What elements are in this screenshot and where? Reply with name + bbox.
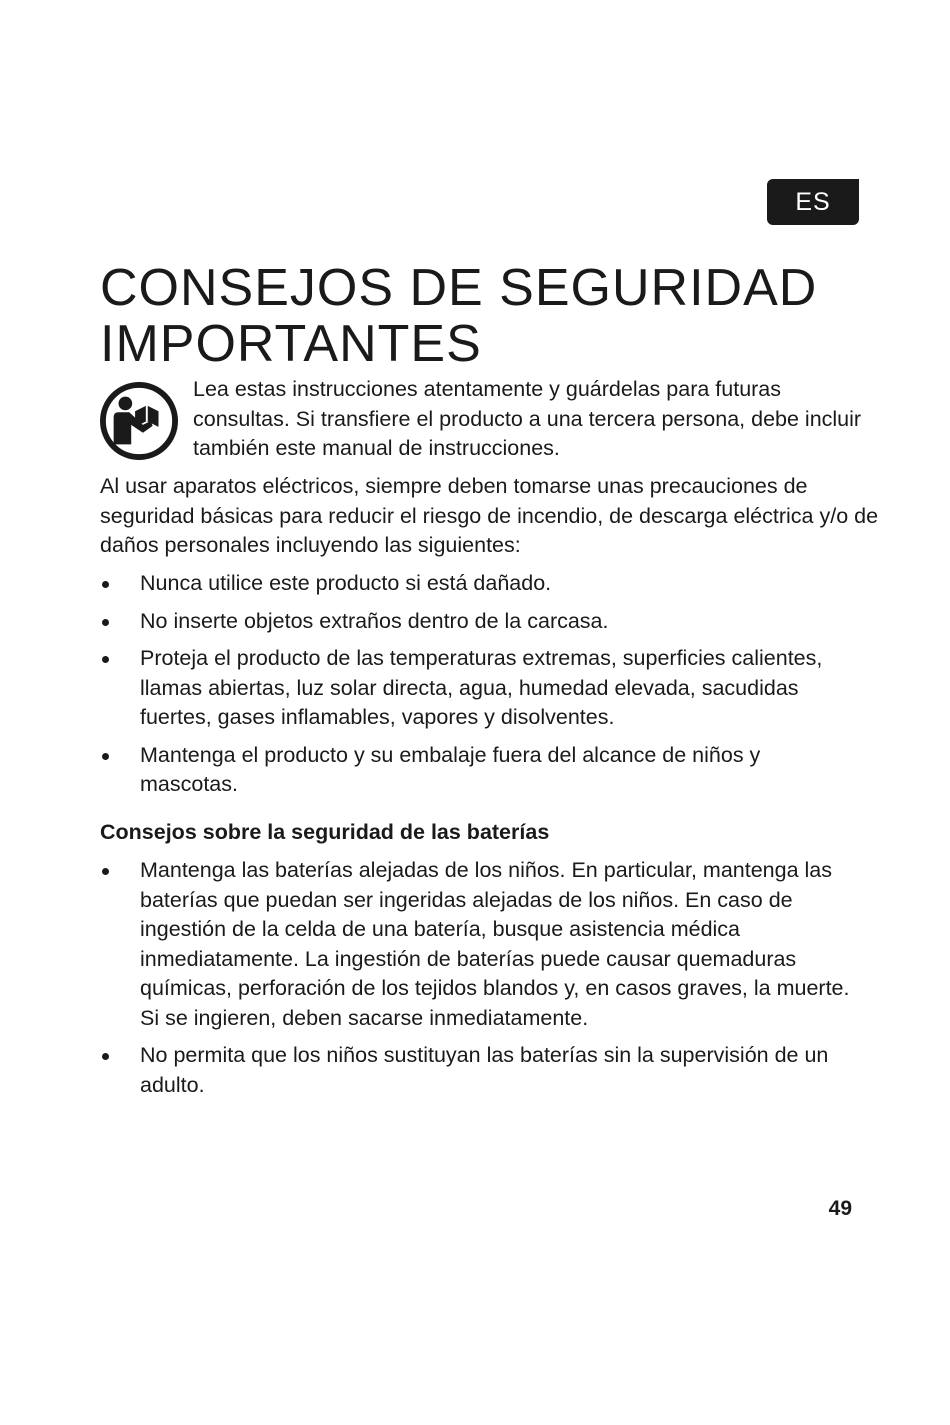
list-item: No inserte objetos extraños dentro de la carcasa. bbox=[100, 607, 860, 637]
language-tab: ES bbox=[767, 179, 859, 225]
list-item: Nunca utilice este producto si está dañado. bbox=[100, 569, 860, 599]
battery-safety-list bbox=[100, 856, 860, 1108]
intro-text: Lea estas instrucciones atentamente y guárdelas para futuras consultas. Si transfiere el producto a una tercera persona, debe incluir también este manual de instrucciones. bbox=[193, 377, 862, 460]
list-item: Proteja el producto de las temperaturas extremas, superficies calientes, llamas abiertas, luz solar directa, agua, humedad elevada, sacudidas fuertes, gases inflamables, vapores y disolventes. bbox=[100, 644, 860, 733]
safety-paragraph: Al usar aparatos eléctricos, siempre deben tomarse unas precauciones de seguridad básicas para reducir el riesgo de incendio, de descarga eléctrica y/o de daños personales incluyendo las siguientes: bbox=[100, 474, 879, 557]
page-title: CONSEJOS DE SEGURIDAD IMPORTANTES bbox=[100, 259, 818, 373]
list-item: Mantenga las baterías alejadas de los niños. En particular, mantenga las baterías que puedan ser ingeridas alejadas de los niños. En caso de ingestión de la celda de una batería, busque asistencia médica inmediatamente. La ingestión de baterías puede causar quemaduras químicas, perforación de los tejidos blandos y, en casos graves, la muerte. Si se ingieren, deben sacarse inmediatamente. bbox=[100, 856, 860, 1033]
battery-heading: Consejos sobre la seguridad de las baterías bbox=[100, 820, 550, 844]
list-item: No permita que los niños sustituyan las baterías sin la supervisión de un adulto. bbox=[100, 1041, 860, 1100]
list-item: Mantenga el producto y su embalaje fuera del alcance de niños y mascotas. bbox=[100, 741, 860, 800]
page-number: 49 bbox=[828, 1197, 852, 1220]
read-manual-icon bbox=[100, 382, 178, 460]
general-safety-list bbox=[100, 569, 860, 808]
